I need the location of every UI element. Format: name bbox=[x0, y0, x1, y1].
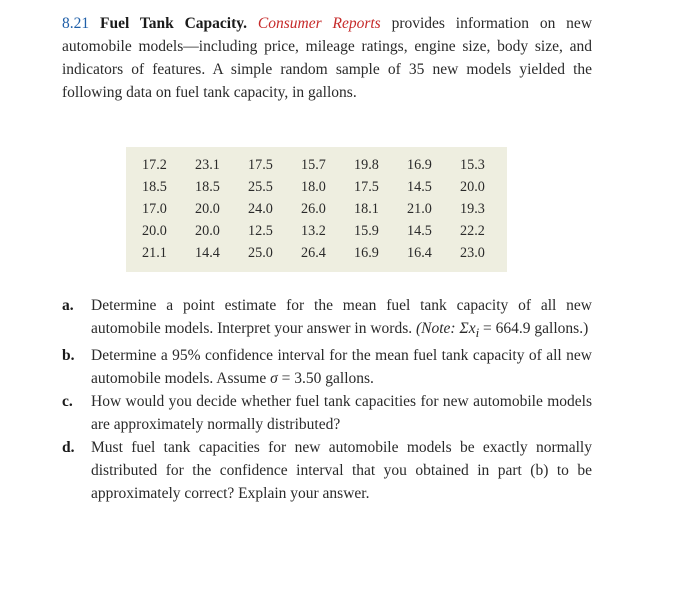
data-cell: 16.9 bbox=[407, 157, 432, 173]
sigma-value: = 3.50 gallons. bbox=[281, 370, 374, 388]
part-letter: b. bbox=[62, 347, 75, 365]
part-letter: a. bbox=[62, 297, 74, 314]
data-cell: 23.0 bbox=[460, 245, 485, 261]
sum-expression: Σx bbox=[459, 320, 476, 337]
data-cell: 18.5 bbox=[195, 179, 220, 195]
data-cell: 16.4 bbox=[407, 245, 432, 261]
data-cell: 20.0 bbox=[142, 223, 167, 239]
data-cell: 25.0 bbox=[248, 245, 273, 261]
data-cell: 25.5 bbox=[248, 179, 273, 195]
data-cell: 13.2 bbox=[301, 223, 326, 239]
data-cell: 16.9 bbox=[354, 245, 379, 261]
data-cell: 19.3 bbox=[460, 201, 485, 217]
data-cell: 17.2 bbox=[142, 157, 167, 173]
data-cell: 15.3 bbox=[460, 157, 485, 173]
problem-statement bbox=[62, 12, 592, 104]
data-cell: 20.0 bbox=[460, 179, 485, 195]
data-cell: 23.1 bbox=[195, 157, 220, 173]
data-grid bbox=[136, 155, 507, 264]
data-cell: 15.9 bbox=[354, 223, 379, 239]
sigma-symbol: σ bbox=[270, 370, 278, 388]
question-parts bbox=[62, 294, 592, 505]
data-cell: 19.8 bbox=[354, 157, 379, 173]
data-cell: 12.5 bbox=[248, 223, 273, 239]
data-cell: 20.0 bbox=[195, 223, 220, 239]
data-cell: 26.4 bbox=[301, 245, 326, 261]
part-a-text: Determine a point estimate for the mean fuel tank capacity of all new automobile models. Interpret your answer in words. bbox=[91, 297, 592, 337]
part-b-text: Determine a 95% confidence interval for the mean fuel tank capacity of all new automobile models. Assume bbox=[91, 347, 592, 388]
part-d bbox=[62, 436, 592, 505]
data-cell: 21.0 bbox=[407, 201, 432, 217]
data-cell: 17.5 bbox=[354, 179, 379, 195]
data-cell: 21.1 bbox=[142, 245, 167, 261]
data-cell: 22.2 bbox=[460, 223, 485, 239]
data-cell: 17.5 bbox=[248, 157, 273, 173]
part-d-text: Must fuel tank capacities for new automobile models be exactly normally distributed for the confidence interval that you obtained in part (b) to be approximately correct? Explain your answer. bbox=[91, 439, 592, 503]
data-cell: 24.0 bbox=[248, 201, 273, 217]
data-cell: 17.0 bbox=[142, 201, 167, 217]
data-cell: 14.4 bbox=[195, 245, 220, 261]
data-cell: 18.0 bbox=[301, 179, 326, 195]
data-cell: 18.5 bbox=[142, 179, 167, 195]
data-cell: 18.1 bbox=[354, 201, 379, 217]
part-a bbox=[62, 294, 592, 344]
source-name: Consumer Reports bbox=[257, 15, 381, 32]
sum-subscript: i bbox=[475, 325, 480, 341]
data-cell: 14.5 bbox=[407, 179, 432, 195]
note-label: (Note: bbox=[416, 320, 456, 337]
part-b bbox=[62, 344, 592, 390]
part-c bbox=[62, 390, 592, 436]
data-cell: 15.7 bbox=[301, 157, 326, 173]
sum-value: = 664.9 gallons.) bbox=[483, 320, 589, 337]
part-letter: c. bbox=[62, 393, 73, 411]
data-cell: 26.0 bbox=[301, 201, 326, 217]
intro-text: provides information on new automobile models—including price, mileage ratings, engine size, body size, and indicators of features. A simple random sample of 35 new models yielded the following data on fuel tank capacity, in gallons. bbox=[62, 15, 593, 101]
problem-number: 8.21 bbox=[62, 15, 90, 32]
fuel-capacity-data-table bbox=[126, 147, 507, 272]
data-cell: 20.0 bbox=[195, 201, 220, 217]
data-cell: 14.5 bbox=[407, 223, 432, 239]
part-letter: d. bbox=[62, 439, 75, 457]
problem-intro bbox=[62, 12, 592, 104]
problem-title: Fuel Tank Capacity. bbox=[99, 15, 248, 32]
part-c-text: How would you decide whether fuel tank capacities for new automobile models are approximately normally distributed? bbox=[91, 393, 592, 434]
